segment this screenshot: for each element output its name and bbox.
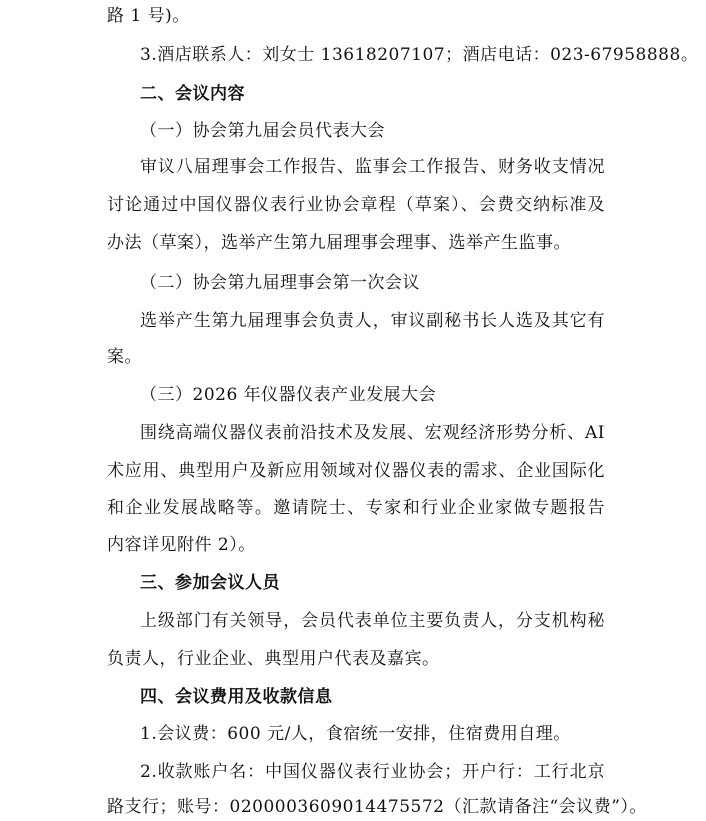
- payment-account-line: 2.收款账户名：中国仪器仪表行业协会；开户行：工行北京: [140, 762, 605, 782]
- paragraph-line: 围绕高端仪器仪表前沿技术及发展、宏观经济形势分析、AI: [140, 423, 605, 443]
- section-heading-fees: 四、会议费用及收款信息: [140, 687, 333, 707]
- fee-item: 1.会议费：600 元/人，食宿统一安排，住宿费用自理。: [140, 724, 571, 744]
- paragraph-line: 讨论通过中国仪器仪表行业协会章程（草案）、会费交纳标准及: [107, 195, 605, 215]
- section-heading-attendees: 三、参加会议人员: [140, 573, 280, 593]
- paragraph-line: 内容详见附件 2）。: [107, 535, 256, 555]
- section-heading-meeting-content: 二、会议内容: [140, 84, 245, 104]
- paragraph-line: 上级部门有关领导，会员代表单位主要负责人，分支机构秘: [140, 611, 605, 631]
- paragraph-line: 选举产生第九届理事会负责人，审议副秘书长人选及其它有: [140, 311, 605, 331]
- subheading-industry-conference: （三）2026 年仪器仪表产业发展大会: [140, 385, 437, 405]
- paragraph-line: 负责人，行业企业、典型用户代表及嘉宾。: [107, 649, 440, 669]
- paragraph-line: 办法（草案），选举产生第九届理事会理事、选举产生监事。: [107, 233, 571, 253]
- paragraph-line: 案。: [107, 347, 142, 367]
- hotel-contact: 3.酒店联系人：刘女士 13618207107；酒店电话：023-67958888。: [140, 45, 699, 65]
- subheading-first-council-meeting: （二）协会第九届理事会第一次会议: [140, 273, 420, 293]
- paragraph-line: 审议八届理事会工作报告、监事会工作报告、财务收支情况: [140, 157, 605, 177]
- address-continuation: 路 1 号)。: [107, 6, 190, 26]
- paragraph-line: 术应用、典型用户及新应用领域对仪器仪表的需求、企业国际化: [107, 461, 605, 481]
- subheading-member-congress: （一）协会第九届会员代表大会: [140, 121, 385, 141]
- payment-account-line: 路支行；账号：0200003609014475572（汇款请备注“会议费”）。: [107, 797, 647, 817]
- paragraph-line: 和企业发展战略等。邀请院士、专家和行业企业家做专题报告: [107, 498, 605, 518]
